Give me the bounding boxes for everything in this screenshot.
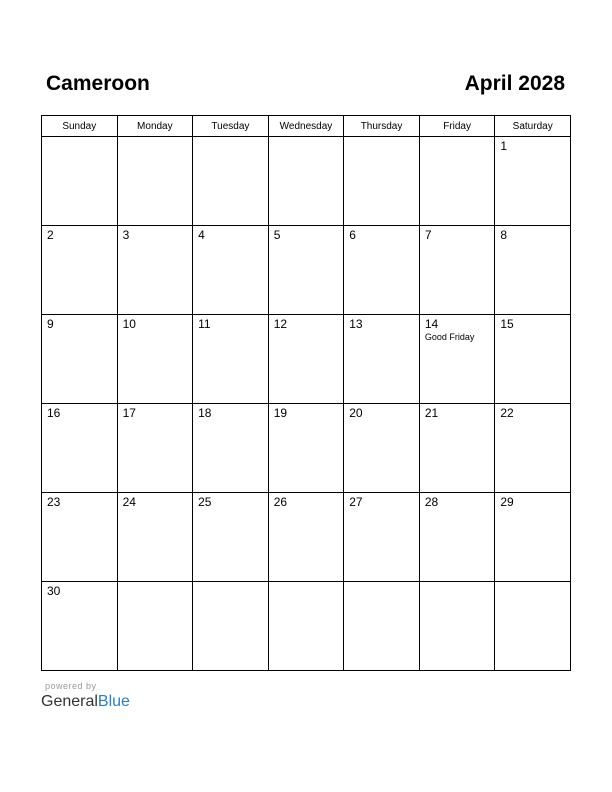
- day-number: 13: [349, 317, 363, 331]
- day-cell: [495, 582, 571, 671]
- day-cell: [193, 137, 269, 226]
- day-number: 12: [273, 317, 288, 331]
- weekday-friday: Friday: [419, 116, 495, 137]
- day-cell: [495, 404, 571, 493]
- day-number: 7: [424, 228, 432, 242]
- day-number: 4: [198, 228, 205, 242]
- day-number: 21: [424, 406, 439, 420]
- day-number: 18: [198, 406, 212, 420]
- week-row-5: [42, 493, 571, 582]
- day-cell: [117, 315, 193, 404]
- day-cell: [495, 137, 571, 226]
- calendar-header: [41, 70, 571, 100]
- day-number: 22: [500, 406, 514, 420]
- day-number: 3: [122, 228, 130, 242]
- day-cell: [268, 315, 344, 404]
- day-cell: [495, 315, 571, 404]
- day-cell: [117, 226, 193, 315]
- day-cell: [42, 493, 118, 582]
- week-row-1: [42, 137, 571, 226]
- day-cell: [344, 493, 420, 582]
- day-number: 11: [198, 317, 211, 331]
- day-number: 14: [424, 317, 439, 331]
- day-number: 26: [273, 495, 288, 509]
- day-number: [344, 582, 419, 585]
- day-cell: [344, 315, 420, 404]
- country-title: Cameroon: [46, 72, 150, 95]
- day-number: 25: [198, 495, 212, 509]
- day-cell: [117, 493, 193, 582]
- day-number: [193, 137, 268, 140]
- day-cell: [344, 582, 420, 671]
- weekday-tuesday: Tuesday: [193, 116, 269, 137]
- weekday-sunday: Sunday: [42, 116, 118, 137]
- powered-by-label: powered by: [45, 681, 97, 691]
- weekday-thursday: Thursday: [344, 116, 420, 137]
- day-number: 30: [47, 584, 61, 598]
- day-cell: [344, 137, 420, 226]
- week-row-6: [42, 582, 571, 671]
- day-cell: [193, 404, 269, 493]
- day-number: [420, 582, 495, 585]
- day-number: 9: [47, 317, 54, 331]
- day-number: 28: [424, 495, 439, 509]
- day-cell: [344, 404, 420, 493]
- day-cell: [268, 493, 344, 582]
- day-cell: [42, 404, 118, 493]
- calendar-grid: [41, 115, 571, 671]
- day-number: 19: [273, 406, 288, 420]
- month-title: April 2028: [464, 72, 565, 95]
- day-number: [118, 137, 193, 140]
- day-number: 16: [47, 406, 61, 420]
- day-number: 15: [500, 317, 514, 331]
- day-cell: [495, 226, 571, 315]
- day-cell: [495, 493, 571, 582]
- weekday-header-row: [42, 116, 571, 137]
- brand-blue: Blue: [97, 693, 130, 710]
- day-number: 24: [122, 495, 136, 509]
- day-number: [269, 137, 344, 140]
- day-number: [420, 137, 495, 140]
- day-cell-holiday: [419, 315, 495, 404]
- day-number: 10: [122, 317, 136, 331]
- day-cell: [42, 582, 118, 671]
- day-number: 1: [500, 139, 508, 153]
- footer-branding: [41, 681, 130, 711]
- day-cell: [344, 226, 420, 315]
- day-number: 27: [349, 495, 363, 509]
- day-number: 20: [349, 406, 363, 420]
- day-cell: [268, 582, 344, 671]
- brand-logo[interactable]: [41, 693, 130, 711]
- day-number: [193, 582, 268, 585]
- day-cell: [419, 404, 495, 493]
- holiday-label: Good Friday: [424, 332, 475, 342]
- day-number: 29: [500, 495, 514, 509]
- day-cell: [117, 137, 193, 226]
- day-cell: [193, 226, 269, 315]
- day-number: [269, 582, 344, 585]
- weekday-wednesday: Wednesday: [268, 116, 344, 137]
- day-cell: [268, 404, 344, 493]
- day-number: 5: [273, 228, 281, 242]
- day-cell: [419, 493, 495, 582]
- day-cell: [42, 137, 118, 226]
- day-cell: [419, 226, 495, 315]
- brand-general: General: [41, 693, 98, 710]
- day-cell: [419, 582, 495, 671]
- day-cell: [117, 404, 193, 493]
- day-number: 17: [122, 406, 136, 420]
- day-cell: [117, 582, 193, 671]
- day-number: [495, 582, 570, 585]
- day-cell: [42, 226, 118, 315]
- day-cell: [42, 315, 118, 404]
- day-number: [42, 137, 117, 140]
- day-number: [344, 137, 419, 140]
- week-row-4: [42, 404, 571, 493]
- day-number: 2: [47, 228, 54, 242]
- day-cell: [268, 137, 344, 226]
- day-cell: [193, 493, 269, 582]
- week-row-3: [42, 315, 571, 404]
- day-number: 8: [500, 228, 508, 242]
- week-row-2: [42, 226, 571, 315]
- day-number: [118, 582, 193, 585]
- day-cell: [193, 315, 269, 404]
- weekday-saturday: Saturday: [495, 116, 571, 137]
- weekday-monday: Monday: [117, 116, 193, 137]
- day-number: 23: [47, 495, 61, 509]
- day-number: 6: [349, 228, 356, 242]
- day-cell: [193, 582, 269, 671]
- day-cell: [419, 137, 495, 226]
- day-cell: [268, 226, 344, 315]
